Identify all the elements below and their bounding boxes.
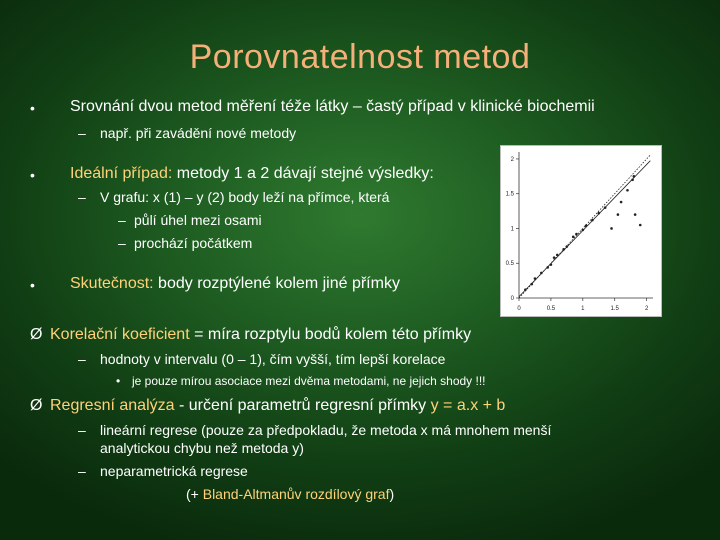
y-tick-label: 2 [510,156,514,163]
scatter-point [566,245,569,248]
bland-altman-label: Bland-Altmanův rozdílový graf [202,486,390,502]
slide-title: Porovnatelnost metod [189,38,531,76]
regression-line [519,161,650,297]
x-tick-label: 0 [517,306,521,312]
x-tick-label: 0.5 [546,306,556,312]
scatter-point [582,229,585,232]
x-tick-label: 2 [644,306,649,312]
regrese-text: - určení parametrů regresní přímky [174,397,431,414]
scatter-point [617,213,620,216]
bland-close: ) [389,486,395,502]
bullet-text-srovnani: Srovnání dvou metod měření téže látky – častý případ v klinické biochemii [70,98,595,115]
sub-text-linearni: lineární regrese (pouze za předpokladu, že metoda x má mnohem menší [100,422,552,438]
subsub-marker: • [116,374,121,388]
sub-text-v-grafu: V grafu: x (1) – y (2) body leží na přímce, která [100,189,390,205]
sub-text-linearni-cont: analytickou chybu než metoda y) [100,440,304,456]
scatter-point [534,277,537,280]
bullet-marker: • [30,277,35,293]
bullet-marker: • [30,167,35,183]
y-tick-label: 0.5 [505,261,514,268]
korelace-line [50,326,471,344]
sub-marker: – [78,351,86,367]
korelace-text: = míra rozptylu bodů kolem této přímky [189,326,472,343]
sub-text-pocatek: prochází počátkem [134,235,253,251]
arrow-bullet-icon: Ø [30,326,43,343]
bland-altman-line [186,486,394,502]
scatter-point [553,256,556,259]
x-tick-label: 1 [581,306,585,312]
subsub-text-asociace: je pouze mírou asociace mezi dvěma metodami, ne jejich shody !!! [132,374,486,388]
scatter-point [550,263,553,266]
sub-marker: – [118,235,126,251]
scatter-point [562,248,565,251]
regression-scatter-chart [500,145,662,317]
scatter-point [631,179,634,182]
scatter-point [597,212,600,215]
sub-marker: – [78,189,86,205]
bullet-text-skutecnost [70,275,400,293]
sub-marker: – [78,125,86,141]
scatter-point [530,283,533,286]
sub-text-puli-uhel: půlí úhel mezi osami [134,212,262,228]
sub-text-zavadeni: např. při zavádění nové metody [100,125,297,141]
scatter-point [524,288,527,291]
scatter-point [585,224,588,227]
scatter-point [575,233,578,236]
bullet-text-idealni [70,165,434,183]
regrese-line [50,397,505,415]
scatter-point [556,254,559,257]
scatter-point [633,175,636,178]
sub-marker: – [78,463,86,479]
ideal-text: metody 1 a 2 dávají stejné výsledky: [172,165,434,182]
scatter-point [639,224,642,227]
sub-text-neparametricka: neparametrická regrese [100,463,248,479]
bullet-marker: • [30,100,35,116]
skutecnost-label: Skutečnost: [70,275,154,292]
scatter-point [540,272,543,275]
y-tick-label: 0 [510,296,514,302]
skutecnost-text: body rozptýlené kolem jiné přímky [153,275,400,292]
scatter-point [620,201,623,204]
scatter-plot [501,146,661,316]
ideal-label: Ideální případ: [70,165,173,182]
bland-open: (+ [186,486,203,502]
arrow-bullet-icon: Ø [30,397,43,414]
y-tick-label: 1.5 [505,191,514,198]
regrese-formula: y = a.x + b [430,397,506,414]
y-tick-label: 1 [510,226,514,233]
regrese-label: Regresní analýza [50,397,175,414]
scatter-point [591,219,594,222]
sub-marker: – [78,422,86,438]
korelace-label: Korelační koeficient [50,326,190,343]
sub-marker: – [118,212,126,228]
scatter-point [604,206,607,209]
x-tick-label: 1.5 [610,306,619,312]
scatter-point [626,189,629,192]
scatter-point [634,213,637,216]
scatter-point [610,227,613,230]
scatter-point [546,266,549,269]
scatter-point [572,236,575,239]
sub-text-hodnoty: hodnoty v intervalu (0 – 1), čím vyšší, tím lepší korelace [100,351,446,367]
